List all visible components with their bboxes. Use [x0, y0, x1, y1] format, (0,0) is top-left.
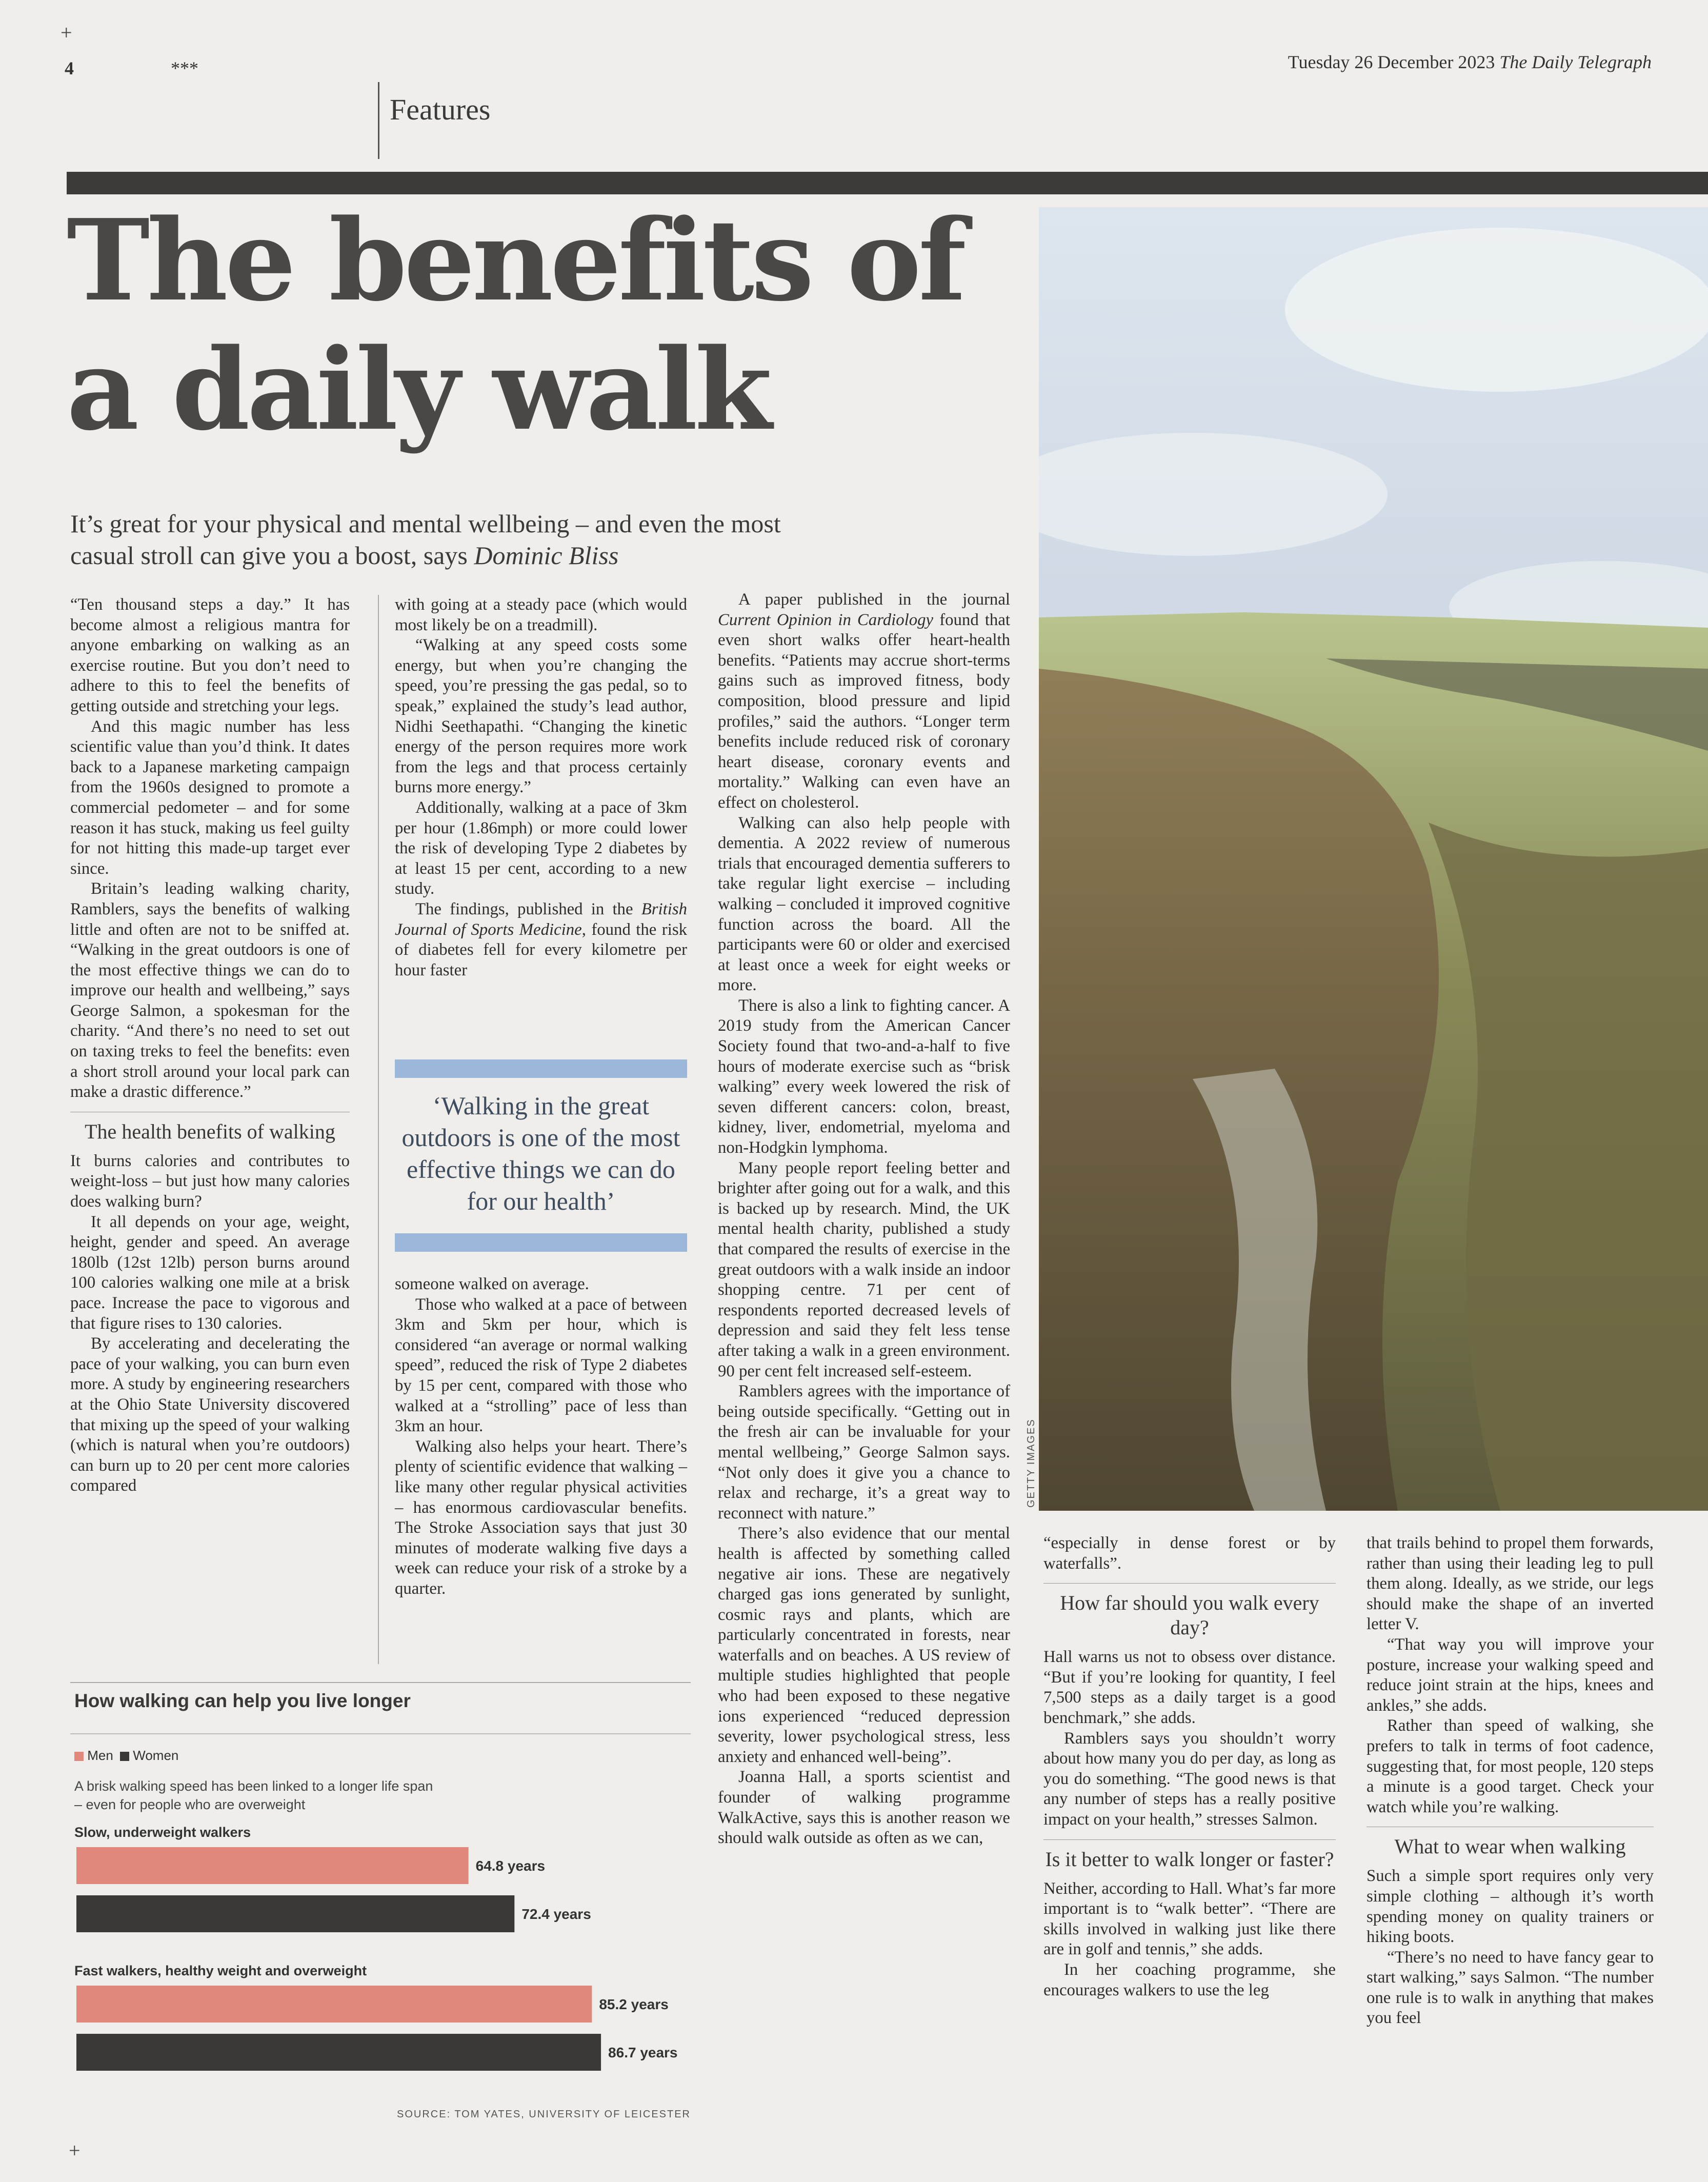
paragraph: Walking also helps your heart. There’s plenty of scientific evidence that walking – like many other regular physical activities – has enormous cardiovascular benefits. The Stroke Association says that just 30 minutes of moderate walking five days a week can reduce your risk of a stroke by a quarter. — [395, 1437, 687, 1598]
paragraph: Many people report feeling better and brighter after going out for a walk, and this is backed up by research. Mind, the UK mental health charity, published a study that compared the results of exercise in the great outdoors with a walk inside an indoor shopping centre. 71 per cent of respondents reported decreased levels of depression and said they felt less tense after taking a walk in a green environment. 90 per cent felt increased self-esteem. — [718, 1158, 1010, 1380]
crop-mark-bottom: + — [69, 2139, 81, 2162]
longevity-chart — [70, 1682, 691, 2144]
column-3 — [718, 590, 1010, 1849]
chart-source: SOURCE: TOM YATES, UNIVERSITY OF LEICESTER — [397, 2109, 691, 2120]
paragraph: Those who walked at a pace of between 3km and 5km per hour, which is considered “an average or normal walking speed”, reduced the risk of Type 2 diabetes by 15 per cent, compared with those who walked at a “strolling” pace of less than 3km an hour. — [395, 1295, 687, 1436]
paragraph: Additionally, walking at a pace of 3km per hour (1.86mph) or more could lower the risk of developing Type 2 diabetes by at least 15 per cent, according to a new study. — [395, 798, 687, 898]
legend-label-women: Women — [133, 1748, 179, 1763]
paragraph: someone walked on average. — [395, 1275, 589, 1293]
chart-top-rule — [70, 1682, 691, 1683]
standfirst — [70, 508, 1044, 571]
legend-swatch-women — [120, 1752, 129, 1761]
paragraph: “especially in dense forest or by waterfalls”. — [1043, 1534, 1336, 1573]
category-label: Slow, underweight walkers — [74, 1825, 251, 1840]
chart-legend — [74, 1748, 178, 1764]
column-5 — [1367, 1533, 1654, 2029]
subhead-how-far: How far should you walk every day? — [1043, 1583, 1336, 1640]
paragraph: Walking can also help people with dementia. A 2022 review of numerous trials that encouraged dementia sufferers to take regular light exercise – including walking – concluded it improved cognitive function across the board. All the participants were 60 or older and exercised at least once a week for eight weeks or more. — [718, 813, 1010, 995]
moorland-illustration — [1039, 207, 1708, 1511]
category-label: Fast walkers, healthy weight and overweight — [74, 1963, 367, 1978]
headline-line-1: The benefits of — [67, 195, 963, 326]
paragraph: “That way you will improve your posture, increase your walking speed and reduce joint strain at the hips, knees and ankles,” she adds. — [1367, 1635, 1654, 1715]
pullquote-bar-bottom — [395, 1233, 687, 1252]
paragraph: Ramblers agrees with the importance of being outside specifically. “Getting out in the fresh air can be invaluable for your mental wellbeing,” George Salmon says. “Not only does it give you a chance to relax and recharge, it’s a great way to reconnect with nature.” — [718, 1382, 1010, 1523]
paragraph: that trails behind to propel them forwards, rather than using their leading leg to pull them along. Ideally, as we stride, our legs should make the shape of an inverted letter V. — [1367, 1534, 1654, 1634]
legend-swatch-men — [74, 1752, 84, 1761]
masthead-bar — [67, 172, 1708, 194]
chart-plot — [70, 1820, 691, 2128]
paragraph: Britain’s leading walking charity, Ramblers, says the benefits of walking little and often are not to be sniffed at. “Walking in the great outdoors is one of the most effective things we can do to improve our health and wellbeing,” says George Salmon, a spokesman for the charity. “And there’s no need to set out on taxing treks to feel the benefits: even a short stroll around your local park can make a drastic difference.” — [70, 879, 350, 1102]
paragraph: “Walking at any speed costs some energy, but when you’re changing the speed, you’re pressing the gas pedal, so to speak,” explained the study’s lead author, Nidhi Seethapathi. “Changing the kinetic energy of the person requires more work from the legs and that process certainly burns more energy.” — [395, 636, 687, 797]
headline-line-2: a daily walk — [67, 324, 769, 455]
paragraph: A paper published in the journal Current Opinion in Cardiology found that even short walks offer heart-health benefits. “Patients may accrue short-terms gains such as improved fitness, body composition, blood pressure and lipid profiles,” said the authors. “Longer term benefits include reduced risk of coronary heart disease, coronary events and mortality.” Walking can even have an effect on cholesterol. — [718, 590, 1010, 812]
subhead-longer-or-faster: Is it better to walk longer or faster? — [1043, 1839, 1336, 1872]
paragraph: There is also a link to fighting cancer. A 2019 study from the American Cancer Society found that two-and-a-half to five hours of moderate exercise such as “brisk walking” every week lowered the risk of seven different cancers: colon, breast, kidney, liver, endometrial, myeloma and non-Hodgkin lymphoma. — [718, 996, 1010, 1157]
page-number: 4 — [65, 58, 74, 78]
chart-title-rule — [70, 1733, 691, 1734]
photo-credit: GETTY IMAGES — [1026, 1418, 1037, 1508]
bar-value-label: 86.7 years — [608, 2045, 678, 2060]
pullquote: ‘Walking in the great outdoors is one of the most effective things we can do for our health’ — [401, 1091, 680, 1215]
column-1 — [70, 595, 350, 1496]
subhead-what-to-wear: What to wear when walking — [1367, 1827, 1654, 1859]
bar-value-label: 64.8 years — [475, 1858, 546, 1874]
edition-stars: *** — [171, 58, 198, 78]
column-2-continued — [395, 1274, 687, 1599]
paragraph: Joanna Hall, a sports scientist and founder of walking programme WalkActive, says this is another reason we should walk outside as often as we can, — [718, 1768, 1010, 1848]
bar-value-label: 72.4 years — [521, 1906, 591, 1922]
dateline-date: Tuesday 26 December 2023 — [1288, 52, 1495, 72]
paragraph: It all depends on your age, weight, height, gender and speed. An average 180lb (12st 12lb) person burns around 100 calories walking one mile at a brisk pace. Increase the pace to vigorous and that figure rises to 130 calories. — [70, 1212, 350, 1333]
legend-label-men: Men — [87, 1748, 113, 1763]
section-rule — [378, 82, 379, 159]
column-rule — [378, 595, 379, 1664]
crop-mark-top: + — [61, 21, 72, 44]
bar-men — [76, 1847, 469, 1884]
chart-title: How walking can help you live longer — [74, 1690, 411, 1711]
pullquote-bar-top — [395, 1059, 687, 1078]
paragraph: “There’s no need to have fancy gear to start walking,” says Salmon. “The number one rule is to walk in anything that makes you feel — [1367, 1948, 1654, 2028]
standfirst-line-2: casual stroll can give you a boost, says — [70, 541, 468, 570]
column-2 — [395, 595, 687, 980]
landscape-photo — [1039, 207, 1708, 1511]
paragraph: Neither, according to Hall. What’s far more important is to “walk better”. “There are skills involved in walking just like there are in golf and tennis,” she adds. — [1043, 1879, 1336, 1959]
dateline — [1288, 51, 1652, 73]
byline: Dominic Bliss — [474, 541, 619, 570]
paragraph: There’s also evidence that our mental health is affected by something called negative air ions. These are negatively charged gas ions generated by sunlight, cosmic rays and plants, which are particularly concentrated in forests, near waterfalls and on beaches. A US review of multiple studies highlighted that people who had been exposed to these negative ions experienced “reduced depression severity, lower psychological stress, less anxiety and enhanced well-being”. — [718, 1524, 1010, 1766]
paragraph: In her coaching programme, she encourages walkers to use the leg — [1043, 1960, 1336, 1999]
paragraph: And this magic number has less scientific value than you’d think. It dates back to a Japanese marketing campaign from the 1960s designed to promote a commercial pedometer – and for some reason it has stuck, making us feel guilty for not hitting this made-up target ever since. — [70, 717, 350, 878]
paragraph: Hall warns us not to obsess over distance. “But if you’re looking for quantity, I feel 7,500 steps as a daily target is a good benchmark,” she adds. — [1043, 1648, 1336, 1727]
section-label: Features — [390, 93, 491, 126]
chart-subtitle: A brisk walking speed has been linked to a longer life span – even for people who are overweight — [74, 1778, 433, 1812]
column-4 — [1043, 1533, 1336, 2000]
journal-name: British Journal of Sports Medicine — [395, 899, 687, 939]
bar-men — [76, 1986, 592, 2023]
paragraph: Ramblers says you shouldn’t worry about how many you do per day, as long as you do something. “The good news is that any number of steps has a really positive impact on your health,” stresses Salmon. — [1043, 1729, 1336, 1829]
journal-name: Current Opinion in Cardiology — [718, 610, 934, 629]
paragraph: with going at a steady pace (which would most likely be on a treadmill). — [395, 595, 687, 634]
subhead-health-benefits: The health benefits of walking — [70, 1112, 350, 1144]
paragraph: “Ten thousand steps a day.” It has become almost a religious mantra for anyone embarking on walking as an exercise routine. But you don’t need to adhere to this to feel the benefits of getting outside and stretching your legs. — [70, 595, 350, 715]
paragraph: Rather than speed of walking, she prefers to talk in terms of foot cadence, suggesting that, for most people, 120 steps a minute is a good target. Check your watch while you’re walking. — [1367, 1716, 1654, 1816]
paragraph: The findings, published in the British Journal of Sports Medicine, found the risk of diabetes fell for every kilometre per hour faster — [395, 899, 687, 979]
bar-women — [76, 1895, 514, 1932]
standfirst-line-1: It’s great for your physical and mental wellbeing – and even the most — [70, 509, 781, 538]
headline — [67, 196, 1041, 454]
paragraph: Such a simple sport requires only very simple clothing – although it’s worth spending money on quality trainers or hiking boots. — [1367, 1867, 1654, 1947]
bar-value-label: 85.2 years — [599, 1996, 669, 2012]
paragraph: By accelerating and decelerating the pace of your walking, you can burn even more. A study by engineering researchers at the Ohio State University discovered that mixing up the speed of your walking (which is natural when you’re outdoors) can burn up to 20 per cent more calories compared — [70, 1334, 350, 1495]
paragraph: It burns calories and contributes to weight-loss – but just how many calories does walking burn? — [70, 1151, 350, 1211]
paper-name: The Daily Telegraph — [1499, 52, 1652, 72]
bar-women — [76, 2034, 601, 2071]
